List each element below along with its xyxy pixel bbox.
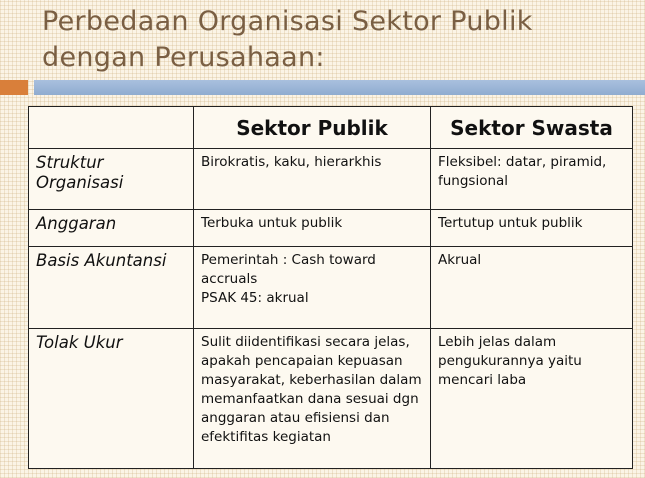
row-label-struktur: Struktur Organisasi bbox=[29, 149, 194, 210]
accent-bar-orange bbox=[0, 80, 28, 95]
table-row bbox=[29, 149, 633, 210]
cell-publik-struktur: Birokratis, kaku, hierarkhis bbox=[194, 149, 431, 210]
cell-publik-basis-akuntansi: Pemerintah : Cash toward accruals PSAK 45: akrual bbox=[194, 247, 431, 329]
accent-bar-blue bbox=[34, 80, 645, 95]
row-label-tolak-ukur: Tolak Ukur bbox=[29, 329, 194, 469]
cell-publik-tolak-ukur: Sulit diidentifikasi secara jelas, apakah pencapaian kepuasan masyarakat, keberhasilan dalam memanfaatkan dana sesuai dgn anggaran atau efisiensi dan efektifitas kegiatan bbox=[194, 329, 431, 469]
cell-swasta-basis-akuntansi: Akrual bbox=[431, 247, 633, 329]
table-header-row bbox=[29, 107, 633, 149]
row-label-anggaran: Anggaran bbox=[29, 210, 194, 247]
table-row bbox=[29, 210, 633, 247]
cell-swasta-struktur: Fleksibel: datar, piramid, fungsional bbox=[431, 149, 633, 210]
cell-swasta-tolak-ukur: Lebih jelas dalam pengukurannya yaitu mencari laba bbox=[431, 329, 633, 469]
title-line-1: Perbedaan Organisasi Sektor Publik bbox=[42, 6, 533, 37]
cell-swasta-anggaran: Tertutup untuk publik bbox=[431, 210, 633, 247]
cell-publik-anggaran: Terbuka untuk publik bbox=[194, 210, 431, 247]
row-label-basis-akuntansi: Basis Akuntansi bbox=[29, 247, 194, 329]
title-line-2: dengan Perusahaan: bbox=[42, 42, 325, 73]
header-empty-cell bbox=[29, 107, 194, 149]
header-sektor-publik: Sektor Publik bbox=[194, 107, 431, 149]
header-sektor-swasta: Sektor Swasta bbox=[431, 107, 633, 149]
table-row bbox=[29, 329, 633, 469]
table-row bbox=[29, 247, 633, 329]
comparison-table bbox=[28, 106, 633, 469]
slide-title bbox=[42, 4, 632, 76]
